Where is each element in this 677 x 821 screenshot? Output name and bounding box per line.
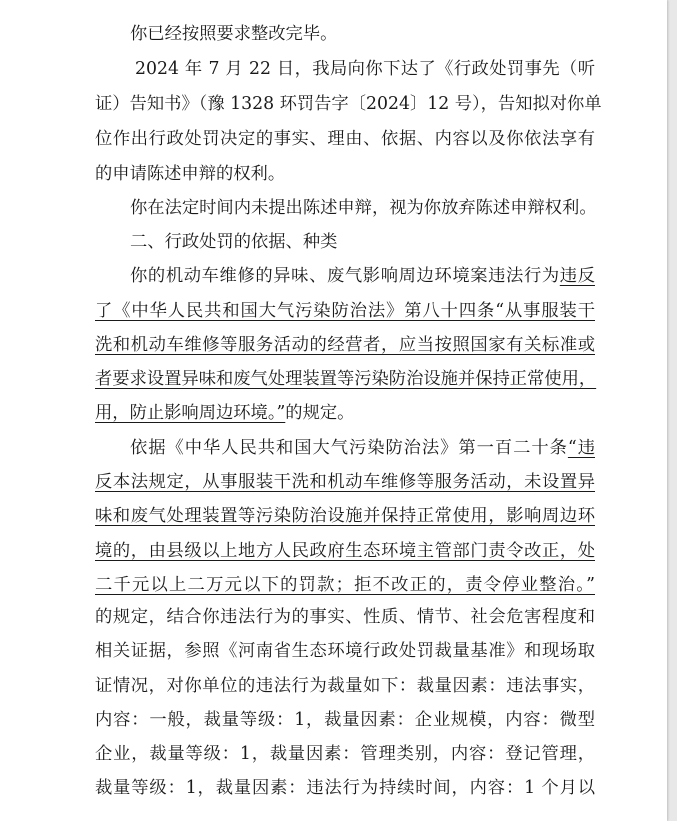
text-span: 相关证据，参照《河南省生态环境行政处罚裁量基准》和现场取 (95, 641, 595, 661)
text-span: 内容：一般，裁量等级：1，裁量因素：企业规模，内容：微型 (95, 710, 595, 730)
text-line (95, 299, 595, 323)
text-line (95, 92, 602, 116)
text-span: 裁量等级：1，裁量因素：违法行为持续时间，内容：1 个月以 (95, 778, 595, 798)
text-line (95, 674, 595, 698)
text-line (95, 605, 595, 629)
text-line (95, 539, 595, 563)
text-span: 的申请陈述申辩的权利。 (95, 164, 286, 184)
text-line (130, 22, 595, 46)
underlined-span: 味和废气处理装置等污染防治设施并保持正常使用，影响周边环 (95, 506, 595, 526)
text-span: 你在法定时间内未提出陈述申辩，视为你放弃陈述申辩权利。 (130, 198, 597, 218)
text-span: 位作出行政处罚决定的事实、理由、依据、内容以及你依法享有 (95, 129, 595, 149)
text-line (95, 504, 595, 528)
text-line (130, 264, 595, 288)
text-line (95, 776, 595, 800)
text-span: 证情况，对你单位的违法行为裁量如下：裁量因素：违法事实， (95, 676, 595, 696)
text-line (135, 57, 595, 81)
underlined-span: 洗和机动车维修等服务活动的经营者，应当按照国家有关标准或 (95, 335, 595, 355)
text-line (130, 436, 595, 460)
underlined-span: 反本法规定，从事服装干洗和机动车维修等服务活动，未设置异 (95, 472, 595, 492)
text-line (130, 196, 595, 220)
underlined-span: “违 (567, 438, 595, 458)
underlined-span: 二千元以上二万元以下的罚款；拒不改正的，责令停业整治。” (95, 575, 595, 595)
section-heading (130, 230, 595, 254)
underlined-span: 境的，由县级以上地方人民政府生态环境主管部门责令改正，处 (95, 541, 595, 561)
text-line (95, 742, 595, 766)
text-span: 的规定，结合你违法行为的事实、性质、情节、社会危害程度和 (95, 607, 595, 627)
text-line (95, 470, 595, 494)
text-line (95, 333, 595, 357)
text-line (95, 401, 595, 425)
underlined-span: 违反 (559, 266, 595, 286)
text-span: 二、行政处罚的依据、种类 (130, 232, 338, 252)
text-line (95, 573, 595, 597)
text-span: 企业，裁量等级：1，裁量因素：管理类别，内容：登记管理， (95, 744, 595, 764)
text-span: 你已经按照要求整改完毕。 (130, 24, 338, 44)
text-span: 证）告知书》（豫 1328 环罚告字〔2024〕12 号），告知拟对你单 (95, 94, 602, 114)
text-line (95, 639, 595, 663)
underlined-span: 用，防止影响周边环境。” (95, 403, 286, 423)
text-line (95, 127, 595, 151)
text-span: 你的机动车维修的异味、废气影响周边环境案违法行为 (130, 266, 560, 286)
text-line (95, 708, 595, 732)
text-line (95, 367, 595, 391)
underlined-span: 了《中华人民共和国大气污染防治法》第八十四条“从事服装干 (95, 301, 595, 321)
underlined-span: 者要求设置异味和废气处理装置等污染防治设施并保持正常使用， (95, 369, 597, 389)
text-span: 2024 年 7 月 22 日，我局向你下达了《行政处罚事先（听 (135, 59, 595, 79)
text-line (95, 162, 595, 186)
text-span: 的规定。 (285, 403, 355, 423)
text-span: 依据《中华人民共和国大气污染防治法》第一百二十条 (130, 438, 568, 458)
